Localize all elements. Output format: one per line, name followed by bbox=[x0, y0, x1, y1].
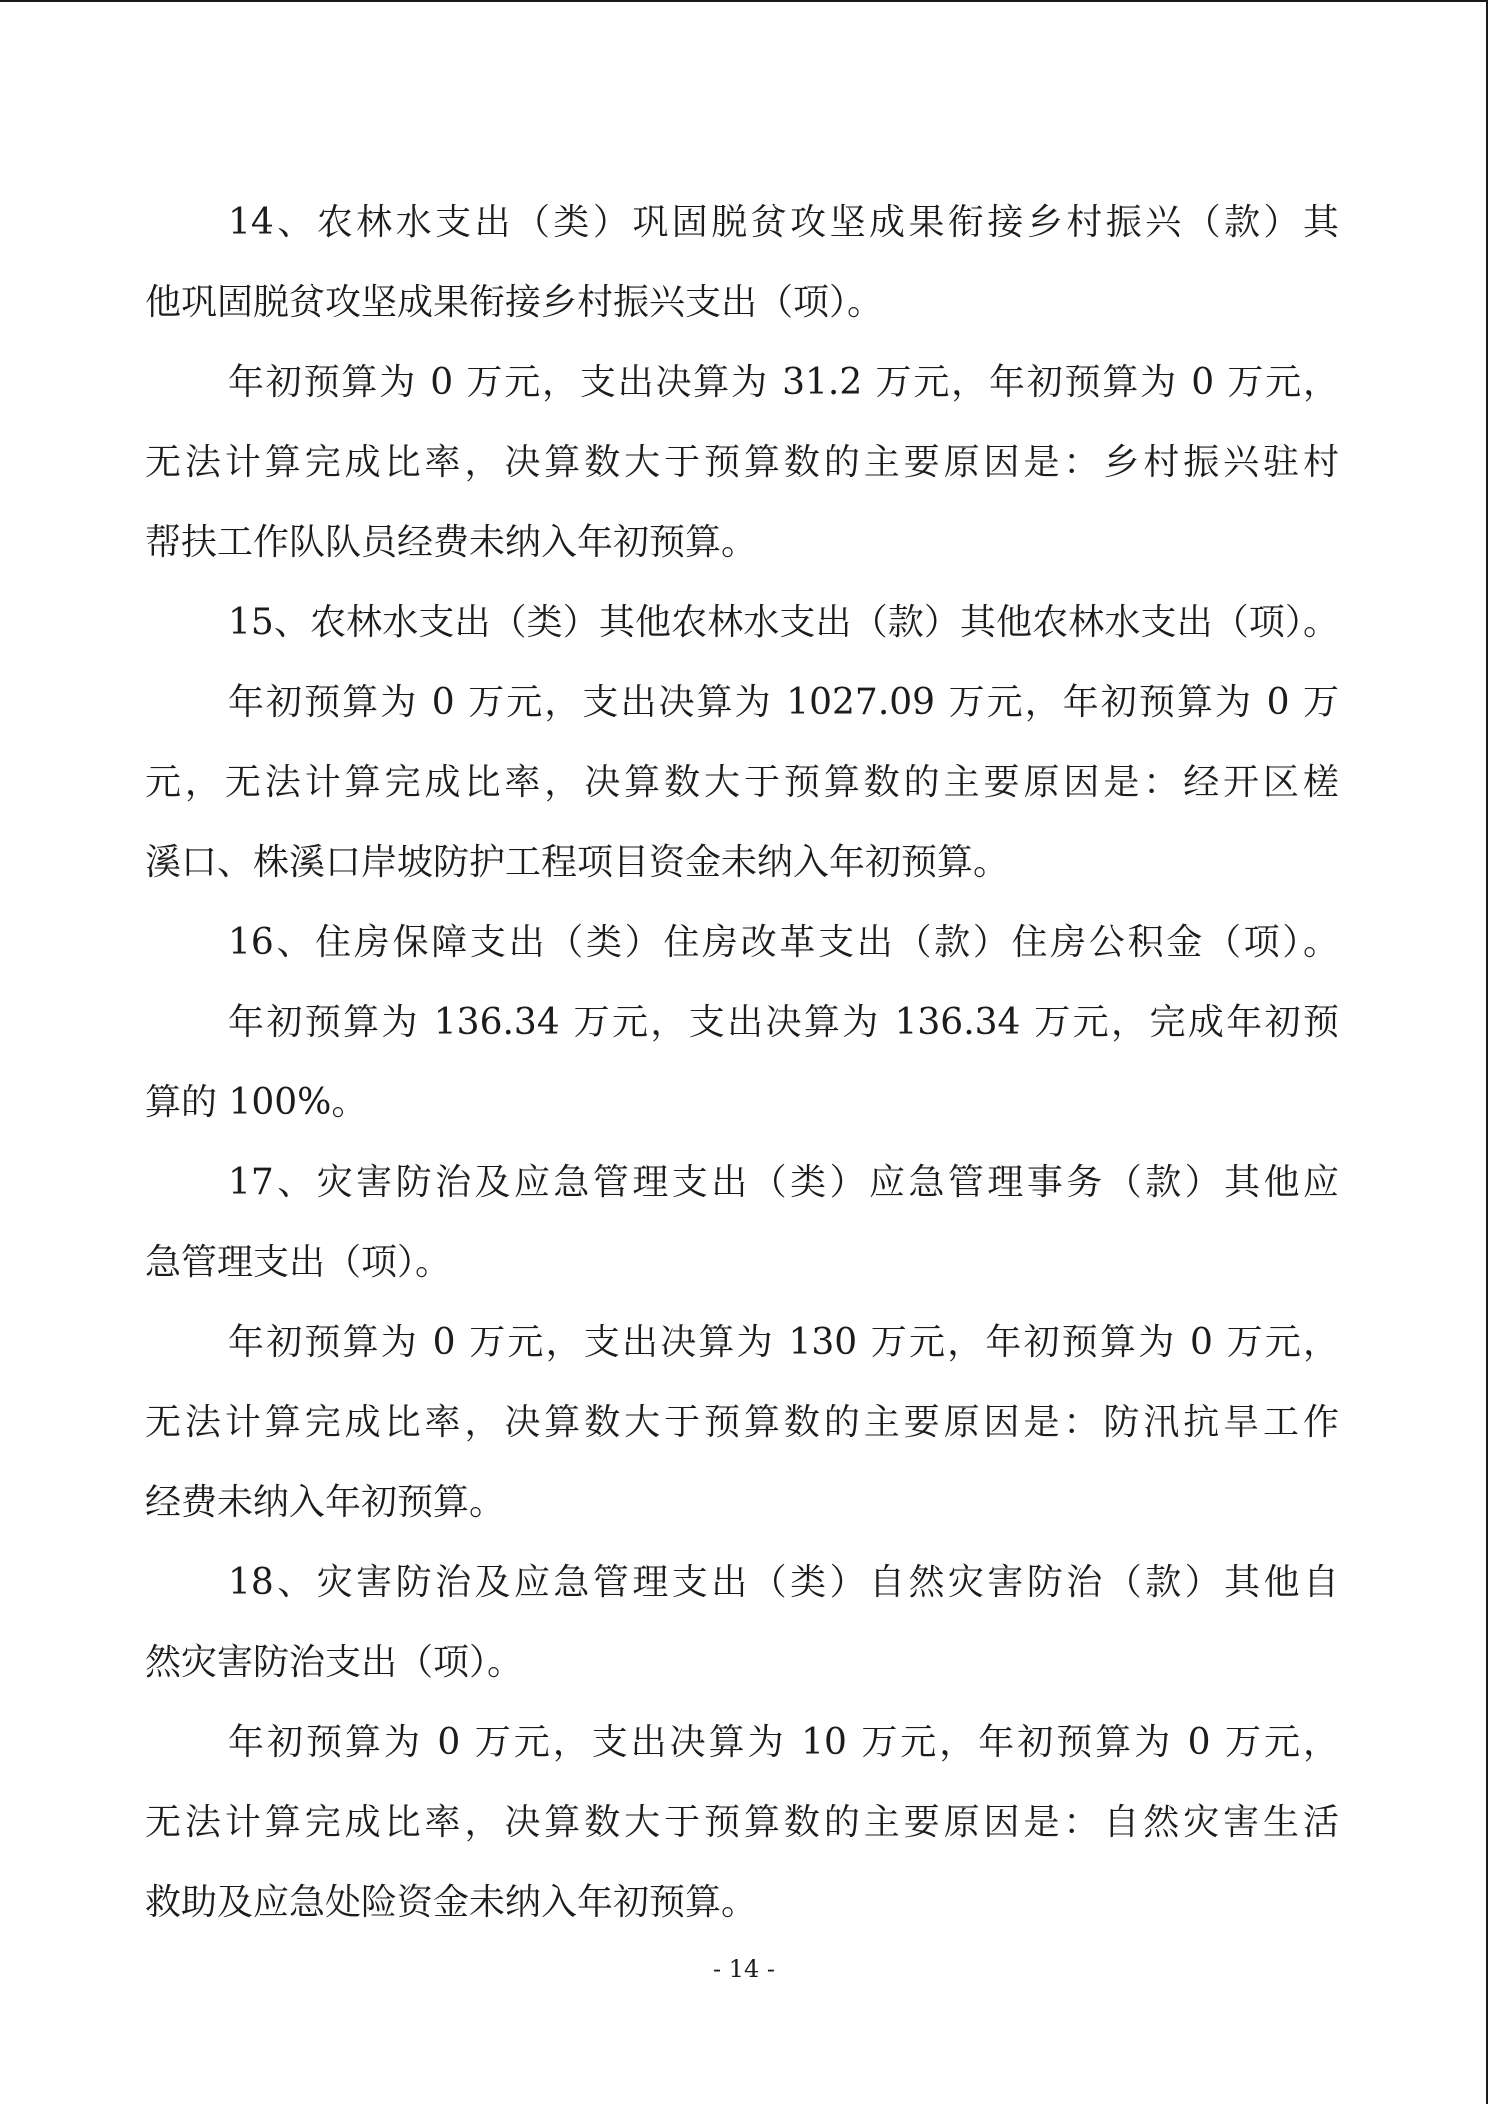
text-line: 然灾害防治支出（项）。 bbox=[145, 1642, 524, 1683]
document-body bbox=[145, 183, 1339, 1943]
text-line: 年初预算为 0 万元，支出决算为 31.2 万元，年初预算为 0 万元， bbox=[228, 362, 1339, 403]
text-line: 帮扶工作队队员经费未纳入年初预算。 bbox=[145, 522, 758, 563]
text-line: 急管理支出（项）。 bbox=[145, 1242, 452, 1283]
text-line: 年初预算为 0 万元，支出决算为 130 万元，年初预算为 0 万元， bbox=[228, 1322, 1339, 1363]
text-line: 他巩固脱贫攻坚成果衔接乡村振兴支出（项）。 bbox=[145, 282, 884, 323]
text-line: 15、农林水支出（类）其他农林水支出（款）其他农林水支出（项）。 bbox=[228, 602, 1339, 643]
text-line: 算的 100%。 bbox=[145, 1082, 368, 1123]
text-line: 元，无法计算完成比率，决算数大于预算数的主要原因是：经开区槎 bbox=[145, 762, 1339, 803]
text-line: 救助及应急处险资金未纳入年初预算。 bbox=[145, 1882, 758, 1923]
text-line: 无法计算完成比率，决算数大于预算数的主要原因是：乡村振兴驻村 bbox=[145, 442, 1339, 483]
text-line: 14、农林水支出（类）巩固脱贫攻坚成果衔接乡村振兴（款）其 bbox=[228, 202, 1339, 243]
text-line: 年初预算为 0 万元，支出决算为 1027.09 万元，年初预算为 0 万 bbox=[228, 682, 1339, 723]
text-line: 18、灾害防治及应急管理支出（类）自然灾害防治（款）其他自 bbox=[228, 1562, 1339, 1603]
page-number: - 14 - bbox=[712, 1955, 775, 1983]
text-line: 无法计算完成比率，决算数大于预算数的主要原因是：防汛抗旱工作 bbox=[145, 1402, 1339, 1443]
text-line: 溪口、株溪口岸坡防护工程项目资金未纳入年初预算。 bbox=[145, 842, 1010, 883]
text-line: 16、住房保障支出（类）住房改革支出（款）住房公积金（项）。 bbox=[228, 922, 1339, 963]
text-line: 无法计算完成比率，决算数大于预算数的主要原因是：自然灾害生活 bbox=[145, 1802, 1339, 1843]
text-line: 年初预算为 136.34 万元，支出决算为 136.34 万元，完成年初预 bbox=[228, 1002, 1339, 1043]
text-line: 年初预算为 0 万元，支出决算为 10 万元，年初预算为 0 万元， bbox=[228, 1722, 1339, 1763]
text-line: 经费未纳入年初预算。 bbox=[145, 1482, 506, 1523]
text-line: 17、灾害防治及应急管理支出（类）应急管理事务（款）其他应 bbox=[228, 1162, 1339, 1203]
